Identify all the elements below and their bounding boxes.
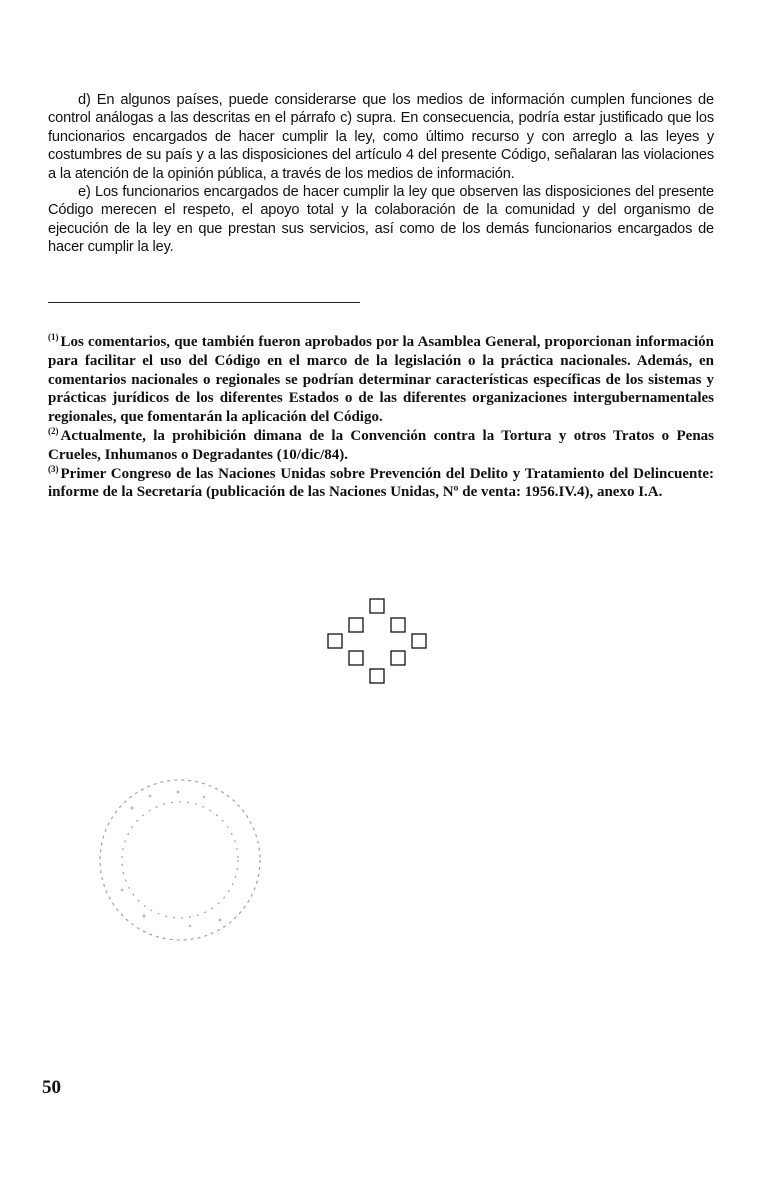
footnote-1 [48, 333, 714, 427]
circular-library-stamp-icon [92, 770, 268, 950]
main-text [48, 91, 714, 257]
footnote-2 [48, 427, 714, 465]
footnotes [48, 333, 714, 502]
footnote-2-mark: (2) [48, 425, 59, 436]
diamond-of-squares-icon [322, 596, 432, 686]
footnote-2-text: Actualmente, la prohibición dimana de la Convención contra la Tortura y otros Tratos o Penas Crueles, Inhumanos o Degradantes (10/dic/84). [48, 427, 714, 463]
footnote-3 [48, 465, 714, 503]
footnote-1-mark: (1) [48, 332, 59, 342]
footnote-3-mark: (3) [48, 463, 59, 474]
footnote-1-text: Los comentarios, que también fueron aprobados por la Asamblea General, proporcionan información para facilitar el uso del Código en el marco de la legislación o la práctica nacionales. Además, en comentarios nacionales o regionales se podrían determinar características específicas de los sistemas y prácticas jurídicos de los diferentes Estados o de las diferentes organizaciones intergubernamentales regionales, que fomentarán la aplicación del Código. [48, 334, 714, 426]
paragraph-e: e) Los funcionarios encargados de hacer cumplir la ley que observen las disposiciones del presente Código merecen el respeto, el apoyo total y la colaboración de la comunidad y del organismo de ejecución de la ley en que prestan sus servicios, así como de los demás funcionarios encargados de hacer cumplir la ley. [48, 184, 714, 256]
page-number: 50 [42, 1077, 61, 1098]
footnote-3-text: Primer Congreso de las Naciones Unidas sobre Prevención del Delito y Tratamiento del Delincuente: informe de la Secretaría (publicación de las Naciones Unidas, Nº de venta: 1956.IV.4), anexo I.A. [48, 465, 714, 501]
paragraph-d: d) En algunos países, puede considerarse que los medios de información cumplen funciones de control análogas a las descritas en el párrafo c) supra. En consecuencia, podría estar justificado que los funcionarios encargados de hacer cumplir la ley, como último recurso y con arreglo a las leyes y costumbres de su país y a las disposiciones del artículo 4 del presente Código, señalaran las violaciones a la atención de la opinión pública, a través de los medios de información. [48, 92, 714, 182]
footnote-separator [48, 302, 360, 303]
